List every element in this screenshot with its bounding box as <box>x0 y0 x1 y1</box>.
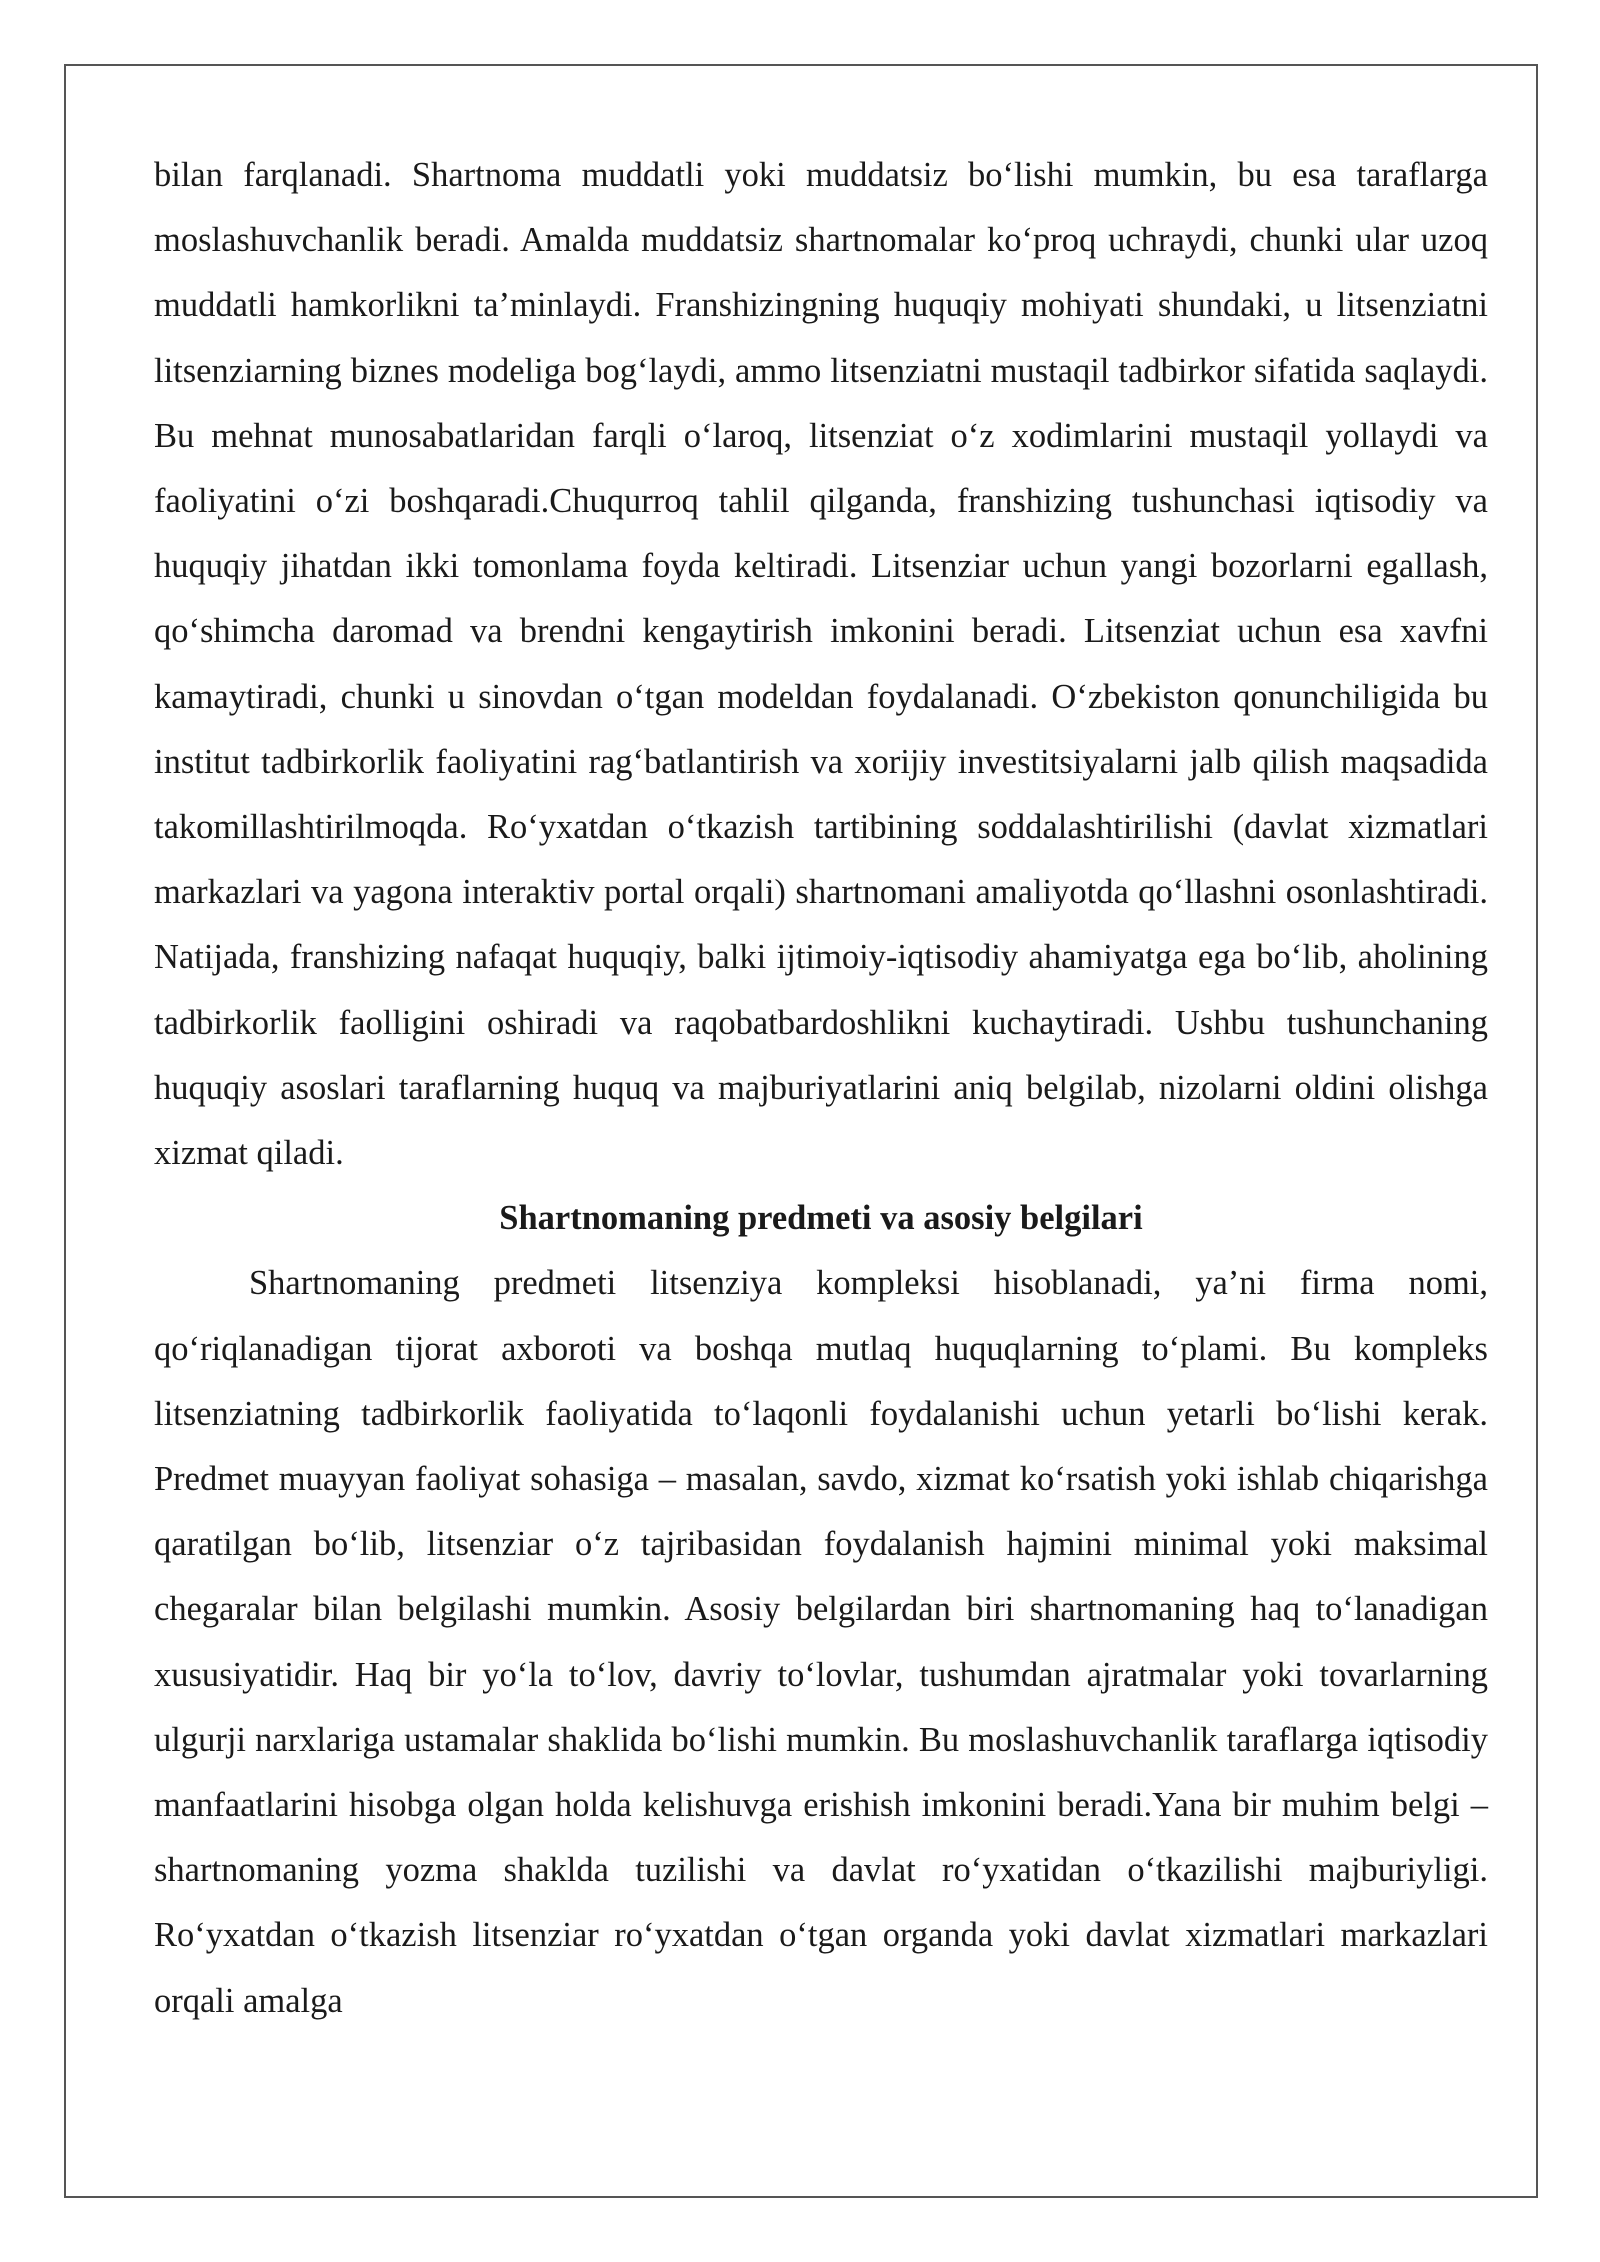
paragraph-subject: Shartnomaning predmeti litsenziya kompleksi hisoblanadi, ya’ni firma nomi, qo‘riqlanadigan tijorat axboroti va boshqa mutlaq huquqlarning to‘plami. Bu kompleks litsenziatning tadbirkorlik faoliyatida to‘laqonli foydalanishi uchun yetarli bo‘lishi kerak. Predmet muayyan faoliyat sohasiga – masalan, savdo, xizmat ko‘rsatish yoki ishlab chiqarishga qaratilgan bo‘lib, litsenziar o‘z tajribasidan foydalanish hajmini minimal yoki maksimal chegaralar bilan belgilashi mumkin. Asosiy belgilardan biri shartnomaning haq to‘lanadigan xususiyatidir. Haq bir yo‘la to‘lov, davriy to‘lovlar, tushumdan ajratmalar yoki tovarlarning ulgurji narxlariga ustamalar shaklida bo‘lishi mumkin. Bu moslashuvchanlik taraflarga iqtisodiy manfaatlarini hisobga olgan holda kelishuvga erishish imkonini beradi.Yana bir muhim belgi – shartnomaning yozma shaklda tuzilishi va davlat ro‘yxatidan o‘tkazilishi majburiyligi. Ro‘yxatdan o‘tkazish litsenziar ro‘yxatdan o‘tgan organda yoki davlat xizmatlari markazlari orqali amalga <box>154 1264 1488 2020</box>
section-heading: Shartnomaning predmeti va asosiy belgilari <box>499 1199 1143 1238</box>
document-body <box>154 143 1488 2034</box>
paragraph-continuation: bilan farqlanadi. Shartnoma muddatli yoki muddatsiz bo‘lishi mumkin, bu esa taraflarga moslashuvchanlik beradi. Amalda muddatsiz shartnomalar ko‘proq uchraydi, chunki ular uzoq muddatli hamkorlikni ta’minlaydi. Franshizingning huquqiy mohiyati shundaki, u litsenziatni litsenziarning biznes modeliga bog‘laydi, ammo litsenziatni mustaqil tadbirkor sifatida saqlaydi. Bu mehnat munosabatlaridan farqli o‘laroq, litsenziat o‘z xodimlarini mustaqil yollaydi va faoliyatini o‘zi boshqaradi.Chuqurroq tahlil qilganda, franshizing tushunchasi iqtisodiy va huquqiy jihatdan ikki tomonlama foyda keltiradi. Litsenziar uchun yangi bozorlarni egallash, qo‘shimcha daromad va brendni kengaytirish imkonini beradi. Litsenziat uchun esa xavfni kamaytiradi, chunki u sinovdan o‘tgan modeldan foydalanadi. O‘zbekiston qonunchiligida bu institut tadbirkorlik faoliyatini rag‘batlantirish va xorijiy investitsiyalarni jalb qilish maqsadida takomillashtirilmoqda. Ro‘yxatdan o‘tkazish tartibining soddalashtirilishi (davlat xizmatlari markazlari va yagona interaktiv portal orqali) shartnomani amaliyotda qo‘llashni osonlashtiradi. Natijada, franshizing nafaqat huquqiy, balki ijtimoiy-iqtisodiy ahamiyatga ega bo‘lib, aholining tadbirkorlik faolligini oshiradi va raqobatbardoshlikni kuchaytiradi. Ushbu tushunchaning huquqiy asoslari taraflarning huquq va majburiyatlarini aniq belgilab, nizolarni oldini olishga xizmat qiladi. <box>154 156 1488 1173</box>
